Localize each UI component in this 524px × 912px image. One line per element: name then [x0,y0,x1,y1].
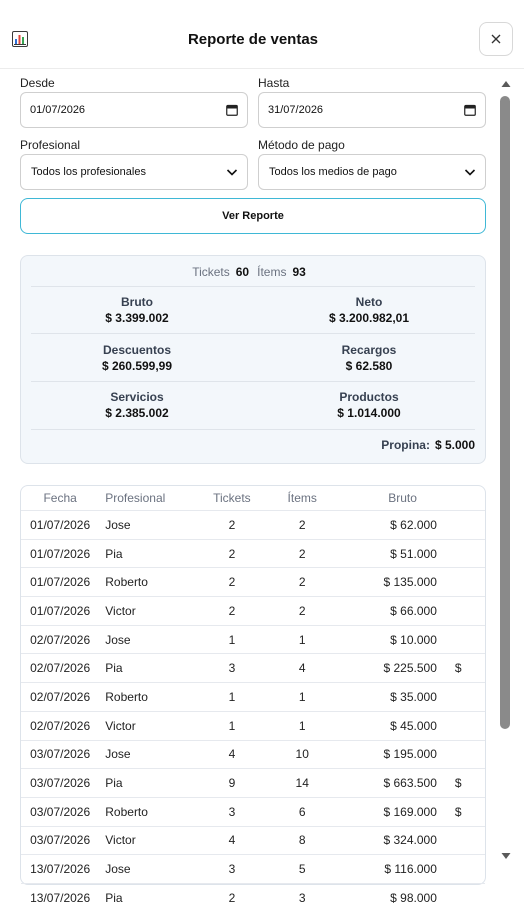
hasta-date-value: 31/07/2026 [268,104,324,116]
table-row[interactable] [21,654,485,683]
cell-profesional: Victor [99,711,200,740]
modal-header [0,0,524,69]
servicios-label: Servicios [110,390,164,404]
propina-row [381,438,475,452]
cell-extra [441,568,485,597]
recargos-value: $ 62.580 [345,359,393,373]
cell-extra [441,625,485,654]
cell-extra [441,711,485,740]
cell-extra [441,511,485,540]
ver-reporte-button[interactable]: Ver Reporte [20,198,486,234]
cell-fecha: 13/07/2026 [21,855,99,884]
profesional-select[interactable] [20,154,248,190]
cell-extra [441,883,485,911]
productos-value: $ 1.014.000 [337,406,401,420]
productos-metric [253,390,485,420]
productos-label: Productos [339,390,399,404]
hasta-label: Hasta [258,76,290,90]
cell-profesional: Victor [99,826,200,855]
close-icon [491,34,501,44]
table-row[interactable] [21,769,485,798]
table-row[interactable] [21,597,485,626]
cell-items: 2 [263,511,341,540]
col-header-bruto: Bruto [388,491,417,505]
table-row[interactable] [21,711,485,740]
table-row[interactable] [21,740,485,769]
cell-extra: $ [441,797,485,826]
counts-row [21,265,485,279]
table-row[interactable] [21,625,485,654]
cell-items: 10 [263,740,341,769]
col-header-extra [441,486,485,511]
cell-items: 4 [263,654,341,683]
cell-fecha: 01/07/2026 [21,511,99,540]
cell-items: 2 [263,597,341,626]
cell-bruto: $ 62.000 [341,511,441,540]
table-row[interactable] [21,826,485,855]
cell-profesional: Roberto [99,568,200,597]
cell-fecha: 02/07/2026 [21,711,99,740]
cell-items: 2 [263,568,341,597]
cell-tickets: 3 [200,797,263,826]
cell-tickets: 9 [200,769,263,798]
cell-tickets: 2 [200,597,263,626]
bruto-label: Bruto [121,295,153,309]
cell-profesional: Jose [99,855,200,884]
cell-bruto: $ 98.000 [341,883,441,911]
cell-items: 8 [263,826,341,855]
cell-profesional: Pia [99,654,200,683]
cell-tickets: 4 [200,740,263,769]
chevron-down-icon [464,168,476,177]
cell-fecha: 01/07/2026 [21,597,99,626]
report-table-container[interactable] [20,485,486,905]
cell-extra [441,740,485,769]
cell-fecha: 03/07/2026 [21,826,99,855]
cell-profesional: Pia [99,883,200,911]
cell-items: 3 [263,883,341,911]
cell-items: 14 [263,769,341,798]
neto-value: $ 3.200.982,01 [328,311,410,325]
cell-items: 1 [263,625,341,654]
cell-tickets: 2 [200,568,263,597]
servicios-value: $ 2.385.002 [105,406,169,420]
col-header-tickets: Tickets [213,491,251,505]
metodo-pago-select[interactable] [258,154,486,190]
cell-bruto: $ 663.500 [341,769,441,798]
metodo-pago-label: Método de pago [258,138,345,152]
bruto-value: $ 3.399.002 [105,311,169,325]
cell-bruto: $ 51.000 [341,539,441,568]
neto-label: Neto [355,295,383,309]
descuentos-value: $ 260.599,99 [101,359,173,373]
cell-bruto: $ 225.500 [341,654,441,683]
cell-fecha: 02/07/2026 [21,625,99,654]
cell-fecha: 02/07/2026 [21,683,99,712]
cell-profesional: Victor [99,597,200,626]
cell-extra [441,539,485,568]
cell-bruto: $ 66.000 [341,597,441,626]
cell-fecha: 01/07/2026 [21,568,99,597]
scrollbar[interactable] [499,76,513,866]
col-header-profesional: Profesional [105,491,166,505]
report-content [0,69,496,905]
cell-tickets: 1 [200,625,263,654]
divider [31,333,475,334]
hasta-date-input[interactable] [258,92,486,128]
page-title: Reporte de ventas [187,31,319,48]
col-header-items: Ítems [287,491,317,505]
cell-profesional: Jose [99,625,200,654]
cell-extra [441,597,485,626]
cell-tickets: 2 [200,883,263,911]
divider [31,429,475,430]
propina-label: Propina: [381,438,430,452]
cell-bruto: $ 324.000 [341,826,441,855]
chevron-down-icon [226,168,238,177]
cell-profesional: Roberto [99,797,200,826]
cell-tickets: 2 [200,539,263,568]
cell-bruto: $ 116.000 [341,855,441,884]
cell-profesional: Jose [99,740,200,769]
cell-tickets: 3 [200,654,263,683]
profesional-select-value: Todos los profesionales [31,166,146,178]
cell-profesional: Jose [99,511,200,540]
table-row[interactable] [21,568,485,597]
cell-bruto: $ 10.000 [341,625,441,654]
cell-extra [441,683,485,712]
summary-card [20,255,486,464]
cell-fecha: 03/07/2026 [21,797,99,826]
table-row[interactable] [21,511,485,540]
divider [31,286,475,287]
cell-tickets: 1 [200,711,263,740]
scrollbar-thumb[interactable] [500,96,510,729]
cell-profesional: Pia [99,539,200,568]
cell-fecha: 13/07/2026 [21,883,99,911]
recargos-label: Recargos [341,343,397,357]
report-table [21,486,485,912]
cell-extra [441,826,485,855]
cell-tickets: 3 [200,855,263,884]
table-row[interactable] [21,797,485,826]
desde-date-value: 01/07/2026 [30,104,86,116]
cell-fecha: 01/07/2026 [21,539,99,568]
close-button[interactable] [479,22,513,56]
calendar-icon[interactable] [464,104,476,116]
scroll-up-arrow-icon[interactable] [501,80,511,88]
propina-value: $ 5.000 [434,438,475,452]
cell-fecha: 03/07/2026 [21,740,99,769]
cell-bruto: $ 135.000 [341,568,441,597]
cell-bruto: $ 45.000 [341,711,441,740]
cell-bruto: $ 169.000 [341,797,441,826]
cell-tickets: 2 [200,511,263,540]
cell-profesional: Roberto [99,683,200,712]
bruto-metric [21,295,253,325]
scroll-down-arrow-icon[interactable] [501,852,511,860]
descuentos-metric [21,343,253,373]
recargos-metric [253,343,485,373]
profesional-label: Profesional [20,138,81,152]
desde-label: Desde [20,76,55,90]
cell-profesional: Pia [99,769,200,798]
desde-date-input[interactable] [20,92,248,128]
servicios-metric [21,390,253,420]
metodo-pago-select-value: Todos los medios de pago [269,166,397,178]
items-value: 93 [292,265,306,279]
cell-fecha: 02/07/2026 [21,654,99,683]
col-header-fecha: Fecha [43,491,77,505]
table-row[interactable] [21,883,485,911]
calendar-icon[interactable] [226,104,238,116]
cell-items: 1 [263,711,341,740]
table-row[interactable] [21,855,485,884]
cell-tickets: 4 [200,826,263,855]
descuentos-label: Descuentos [102,343,172,357]
table-row[interactable] [21,683,485,712]
cell-fecha: 03/07/2026 [21,769,99,798]
cell-bruto: $ 195.000 [341,740,441,769]
cell-tickets: 1 [200,683,263,712]
table-header-row [21,486,485,511]
table-row[interactable] [21,539,485,568]
cell-items: 2 [263,539,341,568]
cell-extra: $ [441,769,485,798]
cell-extra: $ [441,654,485,683]
cell-items: 6 [263,797,341,826]
neto-metric [253,295,485,325]
cell-bruto: $ 35.000 [341,683,441,712]
tickets-label: Tickets [192,265,230,279]
cell-items: 1 [263,683,341,712]
cell-items: 5 [263,855,341,884]
cell-extra [441,855,485,884]
tickets-value: 60 [235,265,250,279]
items-label: Ítems [257,265,287,279]
divider [31,381,475,382]
